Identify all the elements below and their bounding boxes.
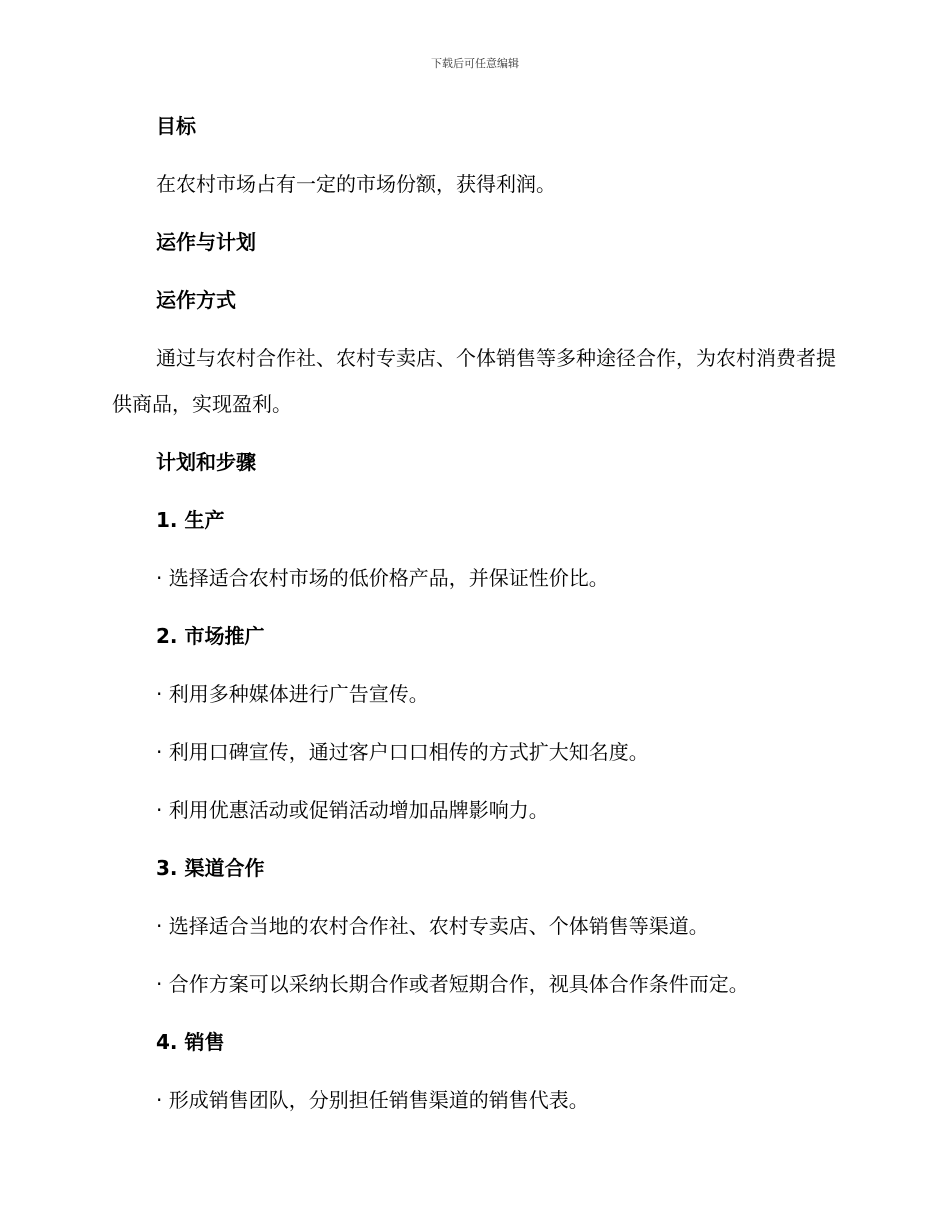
heading-operation-method: 运作方式 bbox=[156, 288, 236, 312]
paragraph-operation-method: 通过与农村合作社、农村专卖店、个体销售等多种途径合作，为农村消费者提供商品，实现盈利。 bbox=[112, 346, 836, 416]
heading-production: 1. 生产 bbox=[156, 508, 225, 532]
list-item-production-1: · 选择适合农村市场的低价格产品，并保证性价比。 bbox=[156, 566, 609, 590]
heading-channel-cooperation: 3. 渠道合作 bbox=[156, 856, 265, 880]
heading-plan-steps: 计划和步骤 bbox=[156, 450, 256, 474]
paragraph-goal: 在农村市场占有一定的市场份额，获得利润。 bbox=[156, 172, 556, 196]
header-note: 下载后可任意编辑 bbox=[431, 57, 519, 70]
list-item-channel-2: · 合作方案可以采纳长期合作或者短期合作，视具体合作条件而定。 bbox=[156, 972, 749, 996]
heading-sales: 4. 销售 bbox=[156, 1030, 225, 1054]
heading-operation-plan: 运作与计划 bbox=[156, 230, 256, 254]
list-item-marketing-1: · 利用多种媒体进行广告宣传。 bbox=[156, 682, 429, 706]
list-item-marketing-3: · 利用优惠活动或促销活动增加品牌影响力。 bbox=[156, 798, 549, 822]
heading-marketing: 2. 市场推广 bbox=[156, 624, 265, 648]
list-item-channel-1: · 选择适合当地的农村合作社、农村专卖店、个体销售等渠道。 bbox=[156, 914, 709, 938]
heading-goal: 目标 bbox=[156, 114, 196, 138]
list-item-marketing-2: · 利用口碑宣传，通过客户口口相传的方式扩大知名度。 bbox=[156, 740, 649, 764]
list-item-sales-1: · 形成销售团队，分别担任销售渠道的销售代表。 bbox=[156, 1088, 589, 1112]
document-body bbox=[112, 110, 838, 1116]
